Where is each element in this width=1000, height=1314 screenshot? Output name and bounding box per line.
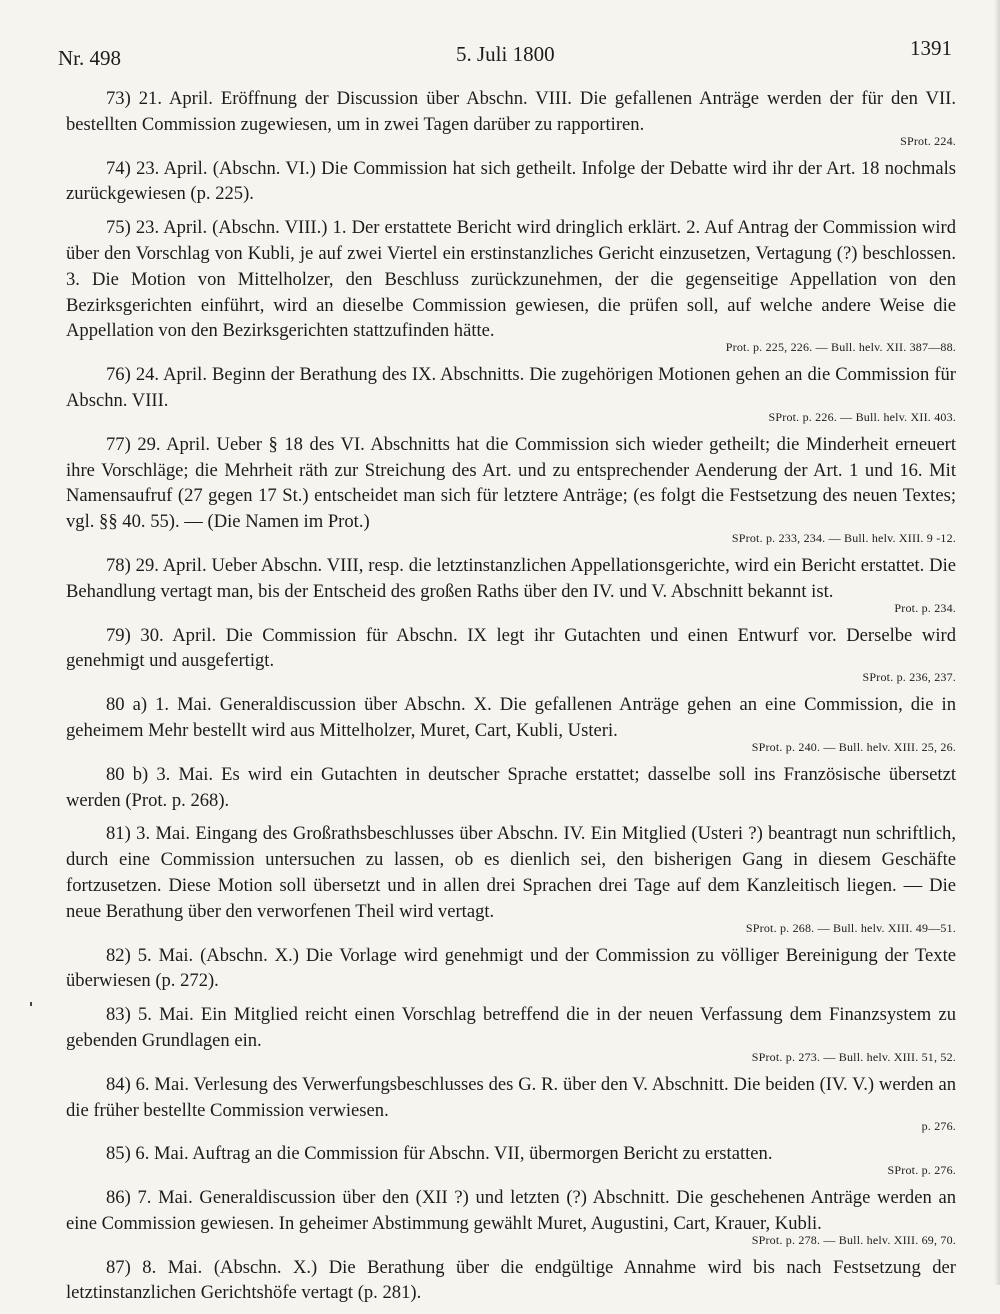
- page-number: 1391: [910, 36, 952, 60]
- entry-76: [66, 362, 956, 424]
- entry-86: [66, 1185, 956, 1247]
- entry-87: [66, 1255, 956, 1307]
- entry-text: 86) 7. Mai. Generaldiscussion über den (XII ?) und letzten (?) Abschnitt. Die geschehenen Anträge werden an eine Commission gewiesen. In geheimer Abstimmung gewählt Muret, Augustini, Cart, Krauer, Kubli.: [66, 1187, 956, 1234]
- entry-text: 84) 6. Mai. Verlesung des Verwerfungsbeschlusses des G. R. über den V. Abschnitt. Die beiden (IV. V.) werden an die früher bestellte Commission verwiesen.: [66, 1073, 956, 1121]
- entry-text: 85) 6. Mai. Auftrag an die Commission für Abschn. VII, übermorgen Bericht zu erstatten.: [106, 1143, 773, 1165]
- page-header: [58, 36, 952, 70]
- entry-text: 80 a) 1. Mai. Generaldiscussion über Abschn. X. Die gefallenen Anträge gehen an eine Commission, die in geheimem Mehr bestellt wird aus Mittelholzer, Muret, Cart, Kubli, Usteri.: [66, 694, 956, 741]
- entry-80b: [66, 762, 956, 814]
- entry-84: [66, 1072, 956, 1134]
- entry-81: [66, 821, 956, 934]
- entry-text: 80 b) 3. Mai. Es wird ein Gutachten in deutscher Sprache erstattet; dasselbe soll ins Französische übersetzt werden (Prot. p. 268).: [66, 763, 956, 811]
- entry-79: [66, 623, 956, 685]
- scan-edge-shadow: [994, 0, 1000, 1285]
- entry-reference: SProt. p. 236, 237.: [862, 670, 956, 685]
- entry-text: 82) 5. Mai. (Abschn. X.) Die Vorlage wird genehmigt und der Commission zu völliger Bereinigung der Texte überwiesen (p. 272).: [66, 944, 956, 992]
- entry-80a: [66, 692, 956, 754]
- document-date: 5. Juli 1800: [456, 42, 555, 66]
- entry-77: [66, 432, 956, 545]
- entry-reference: SProt. p. 240. — Bull. helv. XIII. 25, 26.: [751, 739, 956, 754]
- entry-text: 81) 3. Mai. Eingang des Großrathsbeschlusses über Abschn. IV. Ein Mitglied (Usteri ?) beantragt nun schriftlich, durch eine Commission untersuchen zu lassen, ob es dienlich sei, den bisherigen Gang in diesem Geschäfte fortzusetzen. Diese Motion soll übersetzt und in allen drei Sprachen drei Tage auf dem Kanzleitisch liegen. — Die neue Berathung über den verworfenen Theil wird vertagt.: [66, 823, 956, 922]
- entry-text: 75) 23. April. (Abschn. VIII.) 1. Der erstattete Bericht wird dringlich erklärt. 2. Auf Antrag der Commission wird über den Vorschlag von Kubli, je auf zwei Viertel ein erstinstanzliches Gericht einzusetzen, Vertagung (?) beschlossen. 3. Die Motion von Mittelholzer, den Beschluss zurückzunehmen, der die gegenseitige Appellation von den Bezirksgerichten einführt, wird an dieselbe Commission gewiesen, die prüfen soll, auf welche andere Weise die Appellation von den Bezirksgerichten stattzufinden hätte.: [66, 217, 956, 342]
- entry-82: [66, 943, 956, 995]
- document-number: Nr. 498: [58, 46, 121, 70]
- entry-text: 83) 5. Mai. Ein Mitglied reicht einen Vorschlag betreffend die in der neuen Verfassung dem Finanzsystem zu gebenden Grundlagen ein.: [66, 1004, 956, 1051]
- entry-text: 79) 30. April. Die Commission für Abschn. IX legt ihr Gutachten und einen Entwurf vor. Derselbe wird genehmigt und ausgefertigt.: [66, 624, 956, 672]
- entry-text: 87) 8. Mai. (Abschn. X.) Die Berathung über die endgültige Annahme wird bis nach Festsetzung der letztinstanzlichen Gerichtshöfe vertagt (p. 281).: [66, 1256, 956, 1304]
- entry-text: 76) 24. April. Beginn der Berathung des IX. Abschnitts. Die zugehörigen Motionen gehen an die Commission für Abschn. VIII.: [66, 364, 956, 411]
- entry-reference: SProt. p. 276.: [887, 1163, 956, 1178]
- entry-83: [66, 1002, 956, 1064]
- entry-75: [66, 215, 956, 354]
- entry-reference: Prot. p. 225, 226. — Bull. helv. XII. 387—88.: [725, 340, 956, 355]
- entry-reference: SProt. p. 278. — Bull. helv. XIII. 69, 70.: [751, 1232, 956, 1247]
- margin-mark: [30, 1002, 32, 1006]
- entry-reference: SProt. p. 268. — Bull. helv. XIII. 49—51.: [745, 920, 956, 935]
- entry-reference: SProt. p. 233, 234. — Bull. helv. XIII. 9 -12.: [731, 530, 956, 545]
- entry-text: 77) 29. April. Ueber § 18 des VI. Abschnitts hat die Commission sich wieder getheilt; die Minderheit erneuert ihre Vorschläge; die Mehrheit räth zur Streichung des Art. und zu entsprechender Aenderung der Art. 1 und 16. Mit Namensaufruf (27 gegen 17 St.) entscheidet man sich für letztere Anträge; (es folgt die Festsetzung des neuen Textes; vgl. §§ 40. 55). — (Die Namen im Prot.): [66, 433, 956, 533]
- document-body: [66, 86, 956, 1314]
- entry-text: 73) 21. April. Eröffnung der Discussion über Abschn. VIII. Die gefallenen Anträge werden der für den VII. bestellten Commission zugewiesen, um in zwei Tagen darüber zu rapportiren.: [66, 88, 956, 135]
- entry-reference: SProt. p. 226. — Bull. helv. XII. 403.: [768, 409, 956, 424]
- entry-85: [66, 1141, 956, 1177]
- entry-78: [66, 553, 956, 615]
- entry-reference: SProt. p. 273. — Bull. helv. XIII. 51, 52.: [751, 1049, 956, 1064]
- entry-text: 78) 29. April. Ueber Abschn. VIII, resp. die letztinstanzlichen Appellationsgerichte, wird ein Bericht erstattet. Die Behandlung vertagt man, bis der Entscheid des großen Raths über den IV. und V. Abschnitt bekannt ist.: [66, 554, 956, 602]
- entry-reference: Prot. p. 234.: [894, 600, 956, 615]
- entry-73: [66, 86, 956, 148]
- entry-reference: p. 276.: [921, 1119, 956, 1134]
- entry-text: 74) 23. April. (Abschn. VI.) Die Commission hat sich getheilt. Infolge der Debatte wird ihr der Art. 18 nochmals zurückgewiesen (p. 225).: [66, 157, 956, 205]
- entry-74: [66, 156, 956, 208]
- entry-reference: SProt. 224.: [900, 133, 956, 148]
